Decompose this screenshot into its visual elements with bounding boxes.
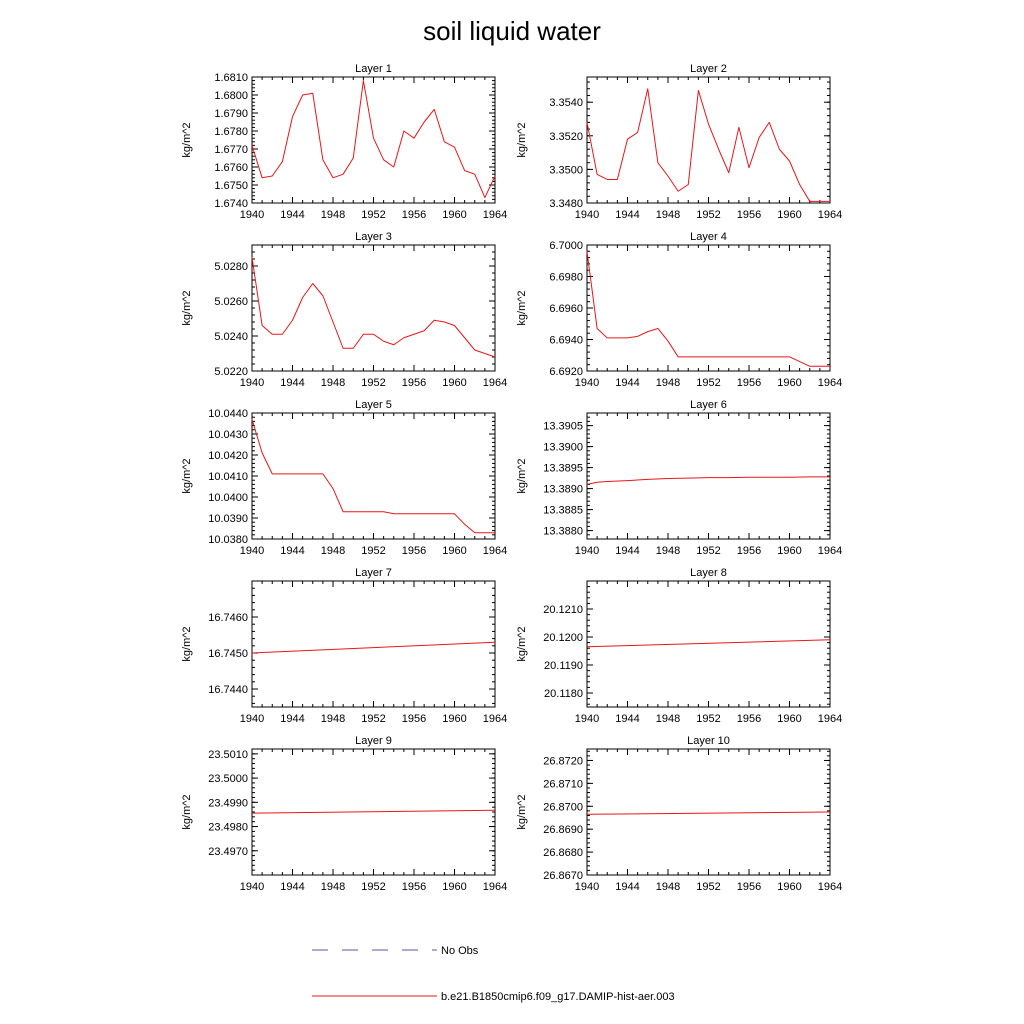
x-tick-label: 1960 — [442, 545, 467, 557]
panel-4 — [516, 231, 842, 389]
panel-title: Layer 6 — [690, 399, 727, 411]
y-tick-label: 6.6980 — [549, 271, 583, 284]
plot-frame — [587, 581, 830, 707]
y-tick-label: 26.8690 — [543, 824, 583, 837]
x-tick-label: 1956 — [736, 377, 762, 389]
y-tick-label: 5.0240 — [214, 331, 248, 343]
y-tick-label: 26.8720 — [543, 755, 583, 768]
y-tick-label: 10.0430 — [208, 429, 248, 441]
series-line — [252, 642, 495, 653]
series-line — [252, 419, 495, 532]
x-tick-label: 1956 — [401, 377, 427, 389]
x-tick-label: 1960 — [777, 881, 802, 893]
x-tick-label: 1944 — [280, 545, 305, 557]
y-axis-label: kg/m^2 — [181, 458, 193, 494]
y-tick-label: 26.8670 — [543, 870, 583, 882]
x-tick-label: 1952 — [361, 209, 386, 221]
x-tick-label: 1964 — [482, 881, 508, 893]
y-tick-label: 13.3880 — [543, 525, 583, 538]
x-tick-label: 1940 — [574, 545, 600, 557]
x-tick-label: 1964 — [482, 713, 508, 725]
x-tick-label: 1940 — [239, 377, 265, 389]
x-tick-label: 1940 — [239, 713, 265, 725]
x-tick-label: 1940 — [574, 713, 600, 725]
panel-title: Layer 5 — [355, 399, 392, 411]
y-tick-label: 3.3520 — [549, 130, 583, 143]
x-tick-label: 1944 — [615, 377, 640, 389]
panel-1 — [181, 63, 507, 221]
y-axis-label: kg/m^2 — [516, 626, 528, 662]
panel-8 — [516, 567, 842, 725]
x-tick-label: 1944 — [615, 881, 640, 893]
x-tick-label: 1960 — [777, 209, 802, 221]
y-axis-label: kg/m^2 — [181, 626, 193, 662]
x-tick-label: 1952 — [696, 545, 721, 557]
y-tick-label: 13.3890 — [543, 483, 583, 496]
y-tick-label: 23.4990 — [208, 797, 248, 810]
plot-frame — [252, 77, 495, 203]
panel-7 — [181, 567, 507, 725]
y-tick-label: 20.1180 — [544, 688, 583, 700]
x-tick-label: 1960 — [442, 377, 467, 389]
series-line — [587, 812, 830, 814]
y-tick-label: 3.3540 — [549, 97, 583, 110]
series-line — [587, 477, 830, 485]
y-axis-label: kg/m^2 — [181, 794, 193, 830]
y-tick-label: 5.0260 — [214, 296, 248, 308]
panel-6 — [516, 399, 842, 557]
x-tick-label: 1952 — [696, 713, 721, 725]
x-tick-label: 1948 — [655, 713, 681, 725]
y-tick-label: 23.4970 — [208, 845, 248, 858]
y-tick-label: 13.3900 — [543, 441, 583, 454]
x-tick-label: 1956 — [736, 545, 762, 557]
y-tick-label: 16.7440 — [208, 684, 248, 696]
x-tick-label: 1948 — [655, 377, 681, 389]
x-tick-label: 1940 — [239, 881, 265, 893]
y-tick-label: 6.7000 — [549, 240, 583, 252]
panel-9 — [181, 735, 507, 893]
plot-frame — [252, 245, 495, 371]
series-line — [587, 89, 830, 202]
y-tick-label: 26.8700 — [543, 801, 583, 814]
y-tick-label: 1.6750 — [214, 180, 248, 192]
y-tick-label: 1.6800 — [214, 90, 248, 102]
series-line — [252, 81, 495, 198]
x-tick-label: 1944 — [280, 881, 305, 893]
x-tick-label: 1960 — [442, 209, 467, 221]
x-tick-label: 1964 — [482, 545, 508, 557]
x-tick-label: 1952 — [696, 881, 721, 893]
y-tick-label: 26.8680 — [543, 847, 583, 860]
y-tick-label: 23.5000 — [208, 773, 248, 786]
y-axis-label: kg/m^2 — [516, 794, 528, 830]
x-tick-label: 1948 — [320, 545, 346, 557]
x-tick-label: 1948 — [320, 209, 346, 221]
y-axis-label: kg/m^2 — [516, 122, 528, 158]
panels — [181, 63, 842, 893]
legend-label-model: b.e21.B1850cmip6.f09_g17.DAMIP-hist-aer.003 — [441, 991, 675, 1003]
y-tick-label: 10.0400 — [208, 492, 248, 504]
x-tick-label: 1940 — [574, 209, 600, 221]
y-tick-label: 10.0420 — [208, 450, 248, 462]
y-tick-label: 6.6940 — [549, 334, 583, 347]
y-tick-label: 10.0380 — [208, 534, 248, 546]
panel-title: Layer 9 — [355, 735, 392, 747]
x-tick-label: 1952 — [696, 209, 721, 221]
y-tick-label: 20.1210 — [543, 604, 583, 616]
y-tick-label: 26.8710 — [543, 778, 583, 791]
y-tick-label: 1.6760 — [214, 162, 248, 174]
y-axis-label: kg/m^2 — [516, 458, 528, 494]
panel-3 — [181, 231, 507, 389]
x-tick-label: 1940 — [574, 377, 600, 389]
y-tick-label: 10.0440 — [208, 408, 248, 420]
y-tick-label: 10.0410 — [208, 471, 248, 483]
x-tick-label: 1956 — [401, 545, 427, 557]
panel-2 — [516, 63, 842, 221]
x-tick-label: 1940 — [574, 881, 600, 893]
x-tick-label: 1956 — [401, 209, 427, 221]
x-tick-label: 1940 — [239, 545, 265, 557]
y-tick-label: 1.6790 — [214, 108, 248, 120]
x-tick-label: 1964 — [817, 377, 843, 389]
x-tick-label: 1944 — [615, 713, 640, 725]
y-tick-label: 16.7450 — [208, 648, 248, 660]
plot-frame — [587, 77, 830, 203]
y-axis-label: kg/m^2 — [181, 290, 193, 326]
x-tick-label: 1952 — [361, 545, 386, 557]
panel-title: Layer 4 — [690, 231, 727, 243]
x-tick-label: 1964 — [482, 209, 508, 221]
y-tick-label: 3.3480 — [549, 198, 583, 210]
y-tick-label: 16.7460 — [208, 612, 248, 624]
x-tick-label: 1948 — [320, 713, 346, 725]
x-tick-label: 1960 — [777, 545, 802, 557]
x-tick-label: 1964 — [482, 377, 508, 389]
x-tick-label: 1944 — [280, 209, 305, 221]
x-tick-label: 1944 — [280, 713, 305, 725]
y-tick-label: 13.3905 — [543, 420, 583, 433]
x-tick-label: 1944 — [615, 545, 640, 557]
y-tick-label: 5.0220 — [214, 366, 248, 378]
plot-frame — [252, 413, 495, 539]
y-tick-label: 13.3895 — [543, 462, 583, 475]
x-tick-label: 1960 — [777, 713, 802, 725]
series-line — [587, 251, 830, 366]
x-tick-label: 1952 — [361, 713, 386, 725]
y-tick-label: 6.6920 — [549, 366, 583, 378]
series-line — [252, 257, 495, 357]
x-tick-label: 1952 — [696, 377, 721, 389]
y-tick-label: 1.6740 — [214, 198, 248, 210]
y-tick-label: 10.0390 — [208, 513, 248, 525]
panel-title: Layer 3 — [355, 231, 392, 243]
legend-label-no-obs: No Obs — [441, 945, 479, 957]
plot-frame — [587, 413, 830, 539]
x-tick-label: 1952 — [361, 377, 386, 389]
legend — [312, 945, 675, 1003]
x-tick-label: 1948 — [655, 209, 681, 221]
x-tick-label: 1948 — [320, 377, 346, 389]
x-tick-label: 1960 — [442, 713, 467, 725]
figure-title: soil liquid water — [423, 16, 601, 46]
y-tick-label: 3.3500 — [549, 164, 583, 177]
y-tick-label: 20.1190 — [544, 660, 583, 672]
x-tick-label: 1940 — [239, 209, 265, 221]
y-tick-label: 6.6960 — [549, 303, 583, 315]
panel-10 — [516, 735, 842, 893]
panel-title: Layer 7 — [355, 567, 392, 579]
y-tick-label: 1.6780 — [214, 126, 248, 138]
x-tick-label: 1964 — [817, 713, 843, 725]
x-tick-label: 1948 — [655, 881, 681, 893]
x-tick-label: 1960 — [777, 377, 802, 389]
x-tick-label: 1948 — [655, 545, 681, 557]
x-tick-label: 1944 — [280, 377, 305, 389]
x-tick-label: 1948 — [320, 881, 346, 893]
y-tick-label: 13.3885 — [543, 504, 583, 517]
series-line — [587, 640, 830, 647]
x-tick-label: 1956 — [736, 713, 762, 725]
y-tick-label: 5.0280 — [214, 261, 248, 273]
x-tick-label: 1956 — [736, 881, 762, 893]
y-tick-label: 1.6810 — [214, 72, 248, 84]
y-axis-label: kg/m^2 — [181, 122, 193, 158]
x-tick-label: 1964 — [817, 209, 843, 221]
x-tick-label: 1964 — [817, 881, 843, 893]
y-tick-label: 23.5010 — [208, 748, 248, 761]
panel-title: Layer 8 — [690, 567, 727, 579]
x-tick-label: 1960 — [442, 881, 467, 893]
x-tick-label: 1952 — [361, 881, 386, 893]
x-tick-label: 1956 — [401, 713, 427, 725]
x-tick-label: 1964 — [817, 545, 843, 557]
y-tick-label: 23.4980 — [208, 821, 248, 834]
y-tick-label: 1.6770 — [214, 144, 248, 156]
x-tick-label: 1956 — [401, 881, 427, 893]
panel-5 — [181, 399, 507, 557]
y-tick-label: 20.1200 — [543, 632, 583, 644]
panel-title: Layer 10 — [687, 735, 730, 747]
panel-title: Layer 2 — [690, 63, 727, 75]
series-line — [252, 810, 495, 813]
panel-title: Layer 1 — [355, 63, 392, 75]
plot-frame — [587, 245, 830, 371]
x-tick-label: 1956 — [736, 209, 762, 221]
x-tick-label: 1944 — [615, 209, 640, 221]
y-axis-label: kg/m^2 — [516, 290, 528, 326]
